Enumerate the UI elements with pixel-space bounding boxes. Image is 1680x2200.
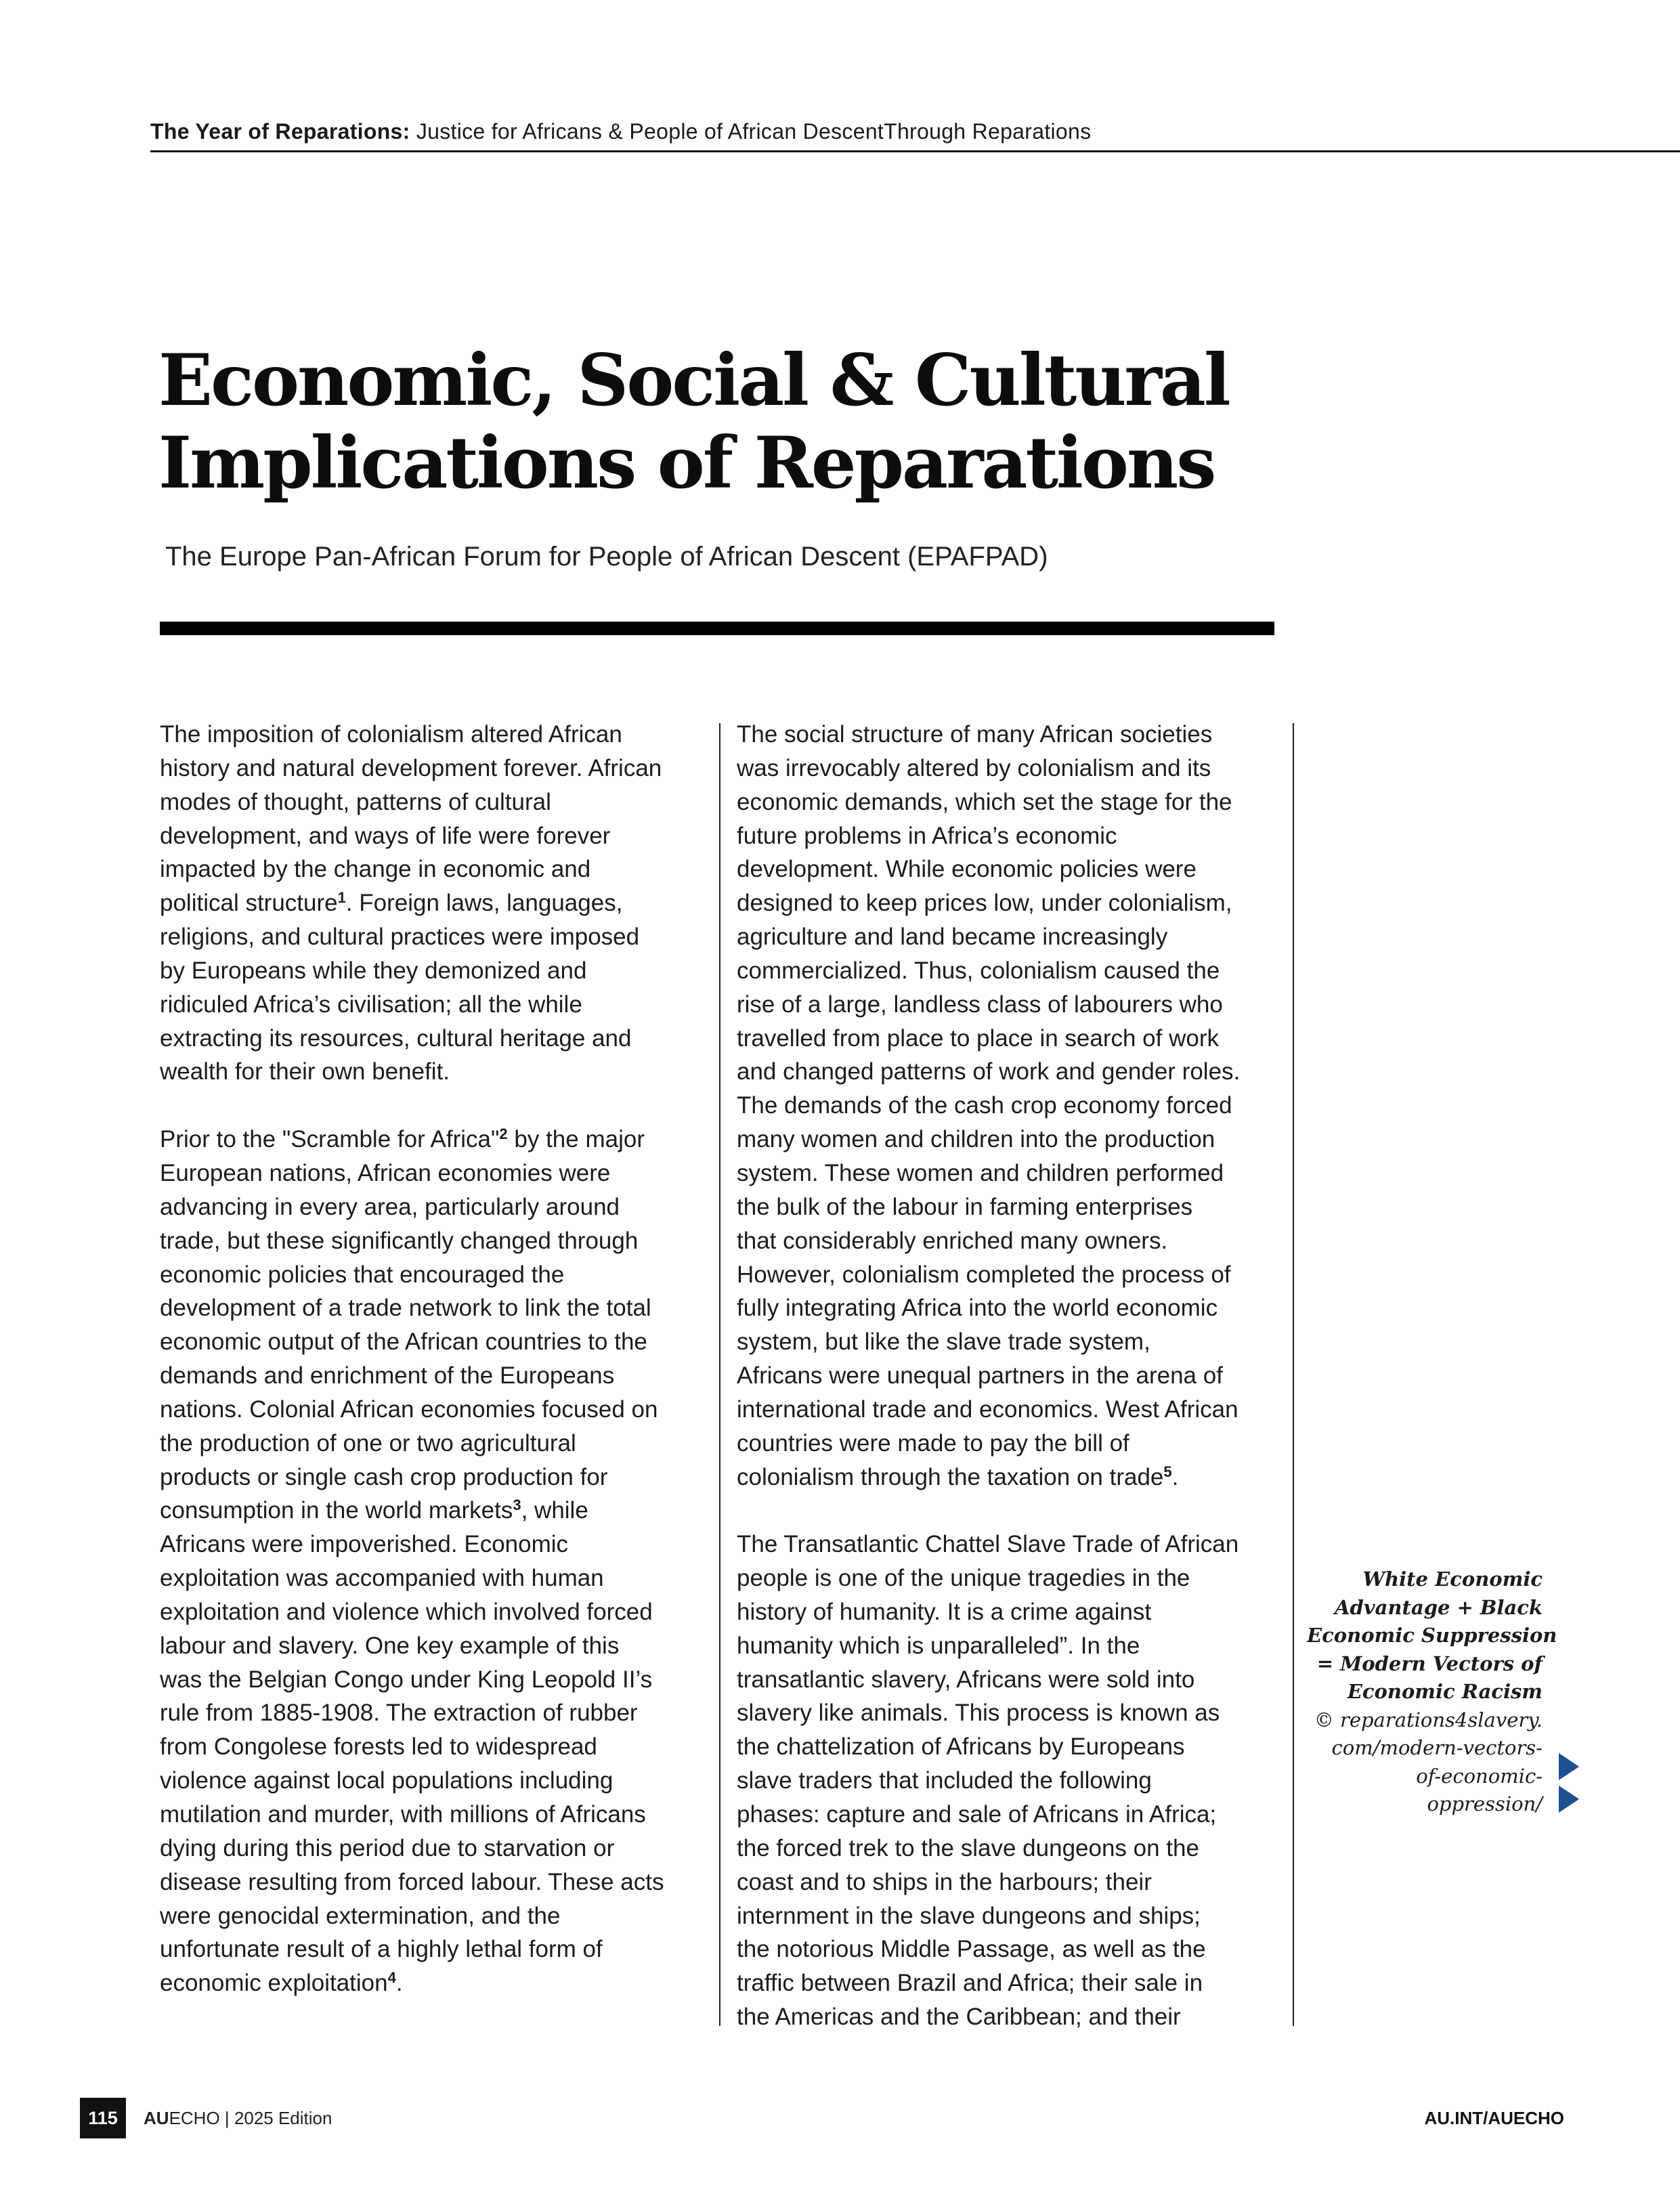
text-line: transatlantic slavery, Africans were sold into [737,1666,1195,1693]
text-line: was irrevocably altered by colonialism and its [737,754,1211,781]
text-line: disease resulting from forced labour. These acts [160,1868,664,1895]
caption-credit [1307,1706,1543,1819]
text-line: agriculture and land became increasingly [737,924,1168,951]
caption-title [1307,1566,1557,1706]
text-line: labour and slavery. One key example of this [160,1632,620,1659]
page-number: 115 [80,2098,126,2138]
text-line: nations. Colonial African economies focused on [160,1396,658,1423]
footer-url: AU.INT/AUECHO [1424,2108,1564,2128]
body-column-left [160,718,702,2000]
text-line: ridiculed Africa’s civilisation; all the while [160,991,582,1018]
text-line: religions, and cultural practices were imposed [160,924,640,951]
text-line: people is one of the unique tragedies in the [737,1565,1190,1592]
column-divider [719,723,720,2026]
text-line: However, colonialism completed the process of [737,1261,1231,1288]
text-line: dying during this period due to starvation or [160,1834,615,1861]
footnote-ref: 4 [387,1969,396,1987]
text-line: the notorious Middle Passage, as well as the [737,1936,1206,1963]
text-line [737,1461,1278,1494]
text-line: from Congolese forests led to widespread [160,1733,597,1761]
text-line: the production of one or two agricultural [160,1429,576,1457]
text-line: modes of thought, patterns of cultural [160,788,551,815]
text-line: development of a trade network to link the total [160,1295,651,1322]
text-line: exploitation and violence which involved forced [160,1598,653,1625]
text-line: designed to keep prices low, under colonialism, [737,890,1232,917]
text-line: traffic between Brazil and Africa; their sale in [737,1970,1203,1997]
text-line: mutilation and murder, with millions of Africans [160,1801,646,1828]
text-line [160,1966,702,2000]
article-title-line-2: Implications of Reparations [158,420,1215,504]
text-segment: colonialism through the taxation on trade [737,1463,1164,1490]
text-line [160,1494,702,1528]
text-line: history and natural development forever. African [160,754,662,781]
text-line: Africans were impoverished. Economic [160,1531,569,1558]
text-line: advancing in every area, particularly around [160,1193,620,1220]
text-segment: . [1171,1463,1179,1490]
text-line: slave traders that included the following [737,1767,1152,1794]
text-line: slavery like animals. This process is known as [737,1700,1220,1727]
text-line: many women and children into the production [737,1126,1215,1153]
text-line: and changed patterns of work and gender roles. [737,1058,1241,1085]
text-line: The Transatlantic Chattel Slave Trade of African [737,1531,1239,1558]
caption-line: of-economic- [1416,1764,1543,1788]
text-line: extracting its resources, cultural heritage and [160,1024,632,1052]
text-line: development, and ways of life were forever [160,822,611,849]
text-line: commercialized. Thus, colonialism caused the [737,957,1220,984]
text-line: countries were made to pay the bill of [737,1429,1129,1457]
footnote-ref: 2 [499,1125,508,1143]
text-line: phases: capture and sale of Africans in Africa; [737,1801,1217,1828]
text-line: by Europeans while they demonized and [160,957,587,984]
text-line: Africans were unequal partners in the arena of [737,1362,1223,1389]
text-line: were genocidal extermination, and the [160,1902,561,1929]
text-segment: , while [521,1497,588,1524]
text-line: travelled from place to place in search of work [737,1024,1219,1052]
paragraph [160,718,702,1089]
text-line: unfortunate result of a highly lethal form of [160,1936,603,1963]
text-line: violence against local populations including [160,1767,613,1794]
text-line: development. While economic policies were [737,856,1197,883]
running-header-series: The Year of Reparations: [150,119,410,144]
text-line: demands and enrichment of the Europeans [160,1362,615,1389]
article-title [158,339,1269,504]
play-triangle-icon [1559,1786,1579,1813]
text-line: internment in the slave dungeons and ships; [737,1902,1201,1929]
text-line: products or single cash crop production for [160,1463,608,1490]
footer-edition: ECHO | 2025 Edition [169,2108,332,2128]
text-line: economic demands, which set the stage for the [737,788,1232,815]
running-header [150,119,1091,144]
text-line: wealth for their own benefit. [160,1058,450,1085]
text-segment: . Foreign laws, languages, [345,890,623,917]
text-line: rule from 1885-1908. The extraction of rubber [160,1700,638,1727]
text-segment: economic exploitation [160,1970,388,1997]
paragraph [737,718,1278,1494]
text-line: fully integrating Africa into the world economic [737,1295,1218,1322]
caption-line: = Modern Vectors of [1316,1652,1543,1675]
text-line: the forced trek to the slave dungeons on the [737,1834,1199,1861]
title-rule [160,622,1274,635]
footer-brand: AU [144,2108,169,2128]
text-line: the Americas and the Caribbean; and their [737,2004,1181,2031]
text-line: history of humanity. It is a crime against [737,1598,1152,1625]
text-line: exploitation was accompanied with human [160,1565,604,1592]
text-line: humanity which is unparalleled”. In the [737,1632,1140,1659]
text-segment: by the major [507,1126,645,1153]
header-rule [150,150,1680,152]
text-line [160,886,702,920]
text-segment: consumption in the world markets [160,1497,513,1524]
footer-publication [144,2108,332,2129]
caption-line: © reparations4slavery. [1314,1708,1543,1731]
text-segment: political structure [160,890,338,917]
paragraph [737,1528,1278,2034]
text-segment: . [395,1970,403,1997]
image-caption [1307,1566,1557,1819]
footnote-ref: 3 [513,1496,521,1514]
text-line: was the Belgian Congo under King Leopold II’s [160,1666,653,1693]
text-line: the chattelization of Africans by Europeans [737,1733,1185,1761]
text-line: system, but like the slave trade system, [737,1329,1150,1356]
caption-line: Economic Suppression [1307,1624,1557,1647]
text-line: future problems in Africa’s economic [737,822,1117,849]
text-line: economic policies that encouraged the [160,1261,565,1288]
caption-line: com/modern-vectors- [1331,1736,1543,1759]
article-author: The Europe Pan-African Forum for People of African Descent (EPAFPAD) [165,542,1048,571]
footnote-ref: 1 [337,889,346,907]
running-header-title: Justice for Africans & People of African DescentThrough Reparations [416,119,1092,144]
text-line: rise of a large, landless class of labourers who [737,991,1223,1018]
text-line: that considerably enriched many owners. [737,1227,1168,1254]
text-line [160,1123,702,1157]
text-line: The imposition of colonialism altered African [160,721,622,748]
text-line: the bulk of the labour in farming enterprises [737,1193,1193,1220]
text-line: trade, but these significantly changed through [160,1227,639,1254]
column-divider [1293,723,1294,2026]
body-column-right [737,718,1278,2034]
text-line: European nations, African economies were [160,1159,611,1186]
caption-line: Economic Racism [1347,1680,1543,1703]
caption-line: Advantage + Black [1335,1595,1543,1619]
caption-line: oppression/ [1427,1792,1543,1815]
caption-line: White Economic [1362,1568,1543,1591]
paragraph [160,1123,702,2000]
text-line: international trade and economics. West African [737,1396,1239,1423]
play-triangle-icon [1559,1753,1579,1780]
footnote-ref: 5 [1163,1463,1172,1480]
text-line: coast and to ships in the harbours; their [737,1868,1152,1895]
text-line: The demands of the cash crop economy forced [737,1092,1232,1119]
text-line: economic output of the African countries to the [160,1329,647,1356]
text-line: impacted by the change in economic and [160,856,591,883]
text-line: The social structure of many African societies [737,721,1213,748]
text-segment: Prior to the "Scramble for Africa" [160,1126,500,1153]
text-line: system. These women and children performed [737,1159,1224,1186]
article-title-line-1: Economic, Social & Cultural [158,338,1229,422]
